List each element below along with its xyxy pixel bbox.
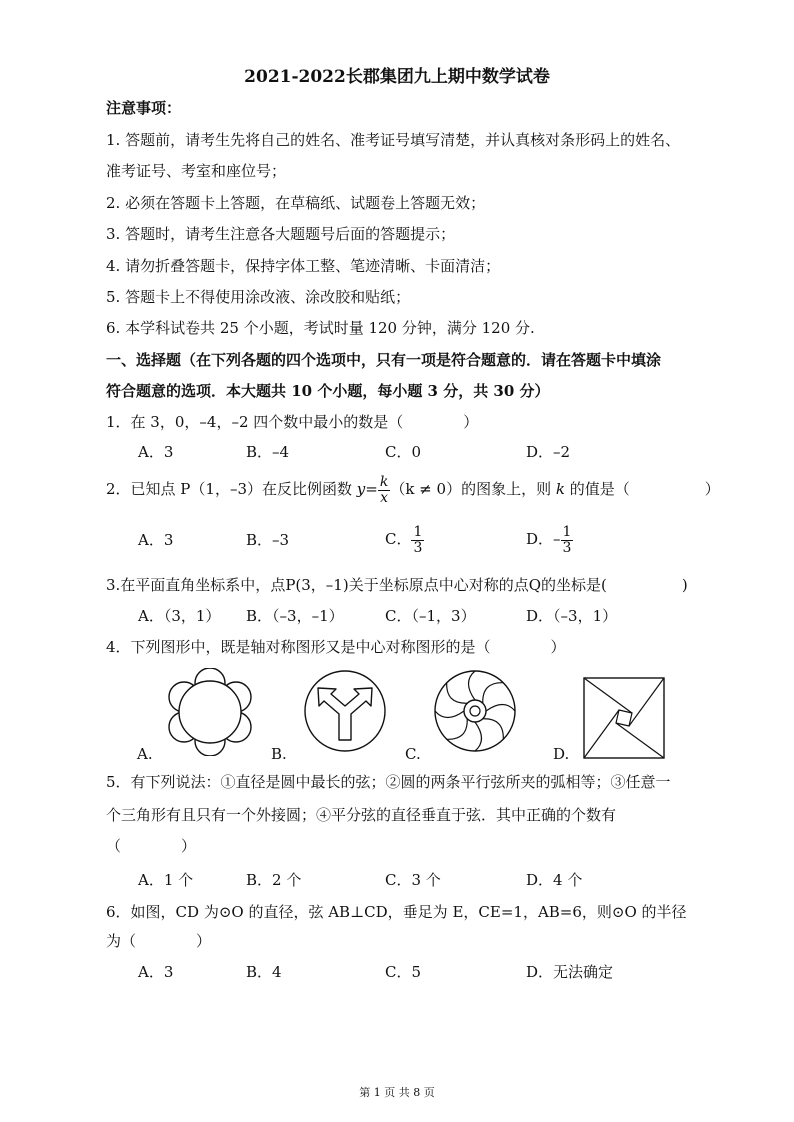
q2-option-d[interactable]	[526, 522, 573, 556]
q2-fraction-num: k	[379, 473, 389, 490]
q2-option-c-fraction	[411, 525, 424, 556]
q3-option-d[interactable]: D．（–3，1）	[526, 607, 618, 625]
q1-option-b[interactable]: B．–4	[246, 443, 290, 461]
square-pinwheel-figure	[582, 676, 668, 762]
section-heading-cont: 符合题意的选项．本大题共 10 个小题，每小题 3 分，共 30 分）	[106, 382, 550, 400]
q2-option-d-label: D．–	[526, 530, 561, 548]
q1-option-d[interactable]: D．–2	[526, 443, 571, 461]
q6-option-a[interactable]: A．3	[138, 963, 174, 981]
q2-option-a[interactable]: A．3	[138, 531, 174, 549]
q2-option-c-label: C．	[385, 530, 412, 548]
q4-stem: 4．下列图形中，既是轴对称图形又是中心对称图形的是（ ）	[106, 638, 566, 656]
q1-option-c[interactable]: C．0	[385, 443, 422, 461]
q2-option-d-den: 3	[562, 539, 572, 556]
q2-option-c-num: 1	[413, 523, 423, 540]
q2-option-d-num: 1	[562, 523, 572, 540]
q5-stem-line2: 个三角形有且只有一个外接圆；④平分弦的直径垂直于弦．其中正确的个数有	[106, 806, 617, 824]
notice-item: 2. 必须在答题卡上答题，在草稿纸、试题卷上答题无效；	[106, 194, 486, 212]
q2-condition: （k ≠ 0）的图象上，则	[390, 480, 552, 498]
notice-item: 1. 答题前，请考生先将自己的姓名、准考证号填写清楚，并认真核对条形码上的姓名、	[106, 131, 681, 149]
q5-option-c[interactable]: C．3 个	[385, 871, 441, 889]
q6-stem-line1: 6．如图，CD 为⊙O 的直径，弦 AB⊥CD，垂足为 E，CE=1，AB=6，则⊙O 的半径	[106, 903, 687, 921]
notice-item: 5. 答题卡上不得使用涂改液、涂改胶和贴纸；	[106, 288, 411, 306]
q3-stem: 3.在平面直角坐标系中，点P(3，–1)关于坐标原点中心对称的点Q的坐标是( )	[106, 576, 688, 594]
q4-label-c[interactable]: C.	[405, 745, 421, 763]
q2-fraction	[378, 475, 390, 506]
q3-option-b[interactable]: B．（–3，–1）	[246, 607, 344, 625]
flower-figure	[165, 668, 255, 756]
notice-item: 4. 请勿折叠答题卡，保持字体工整、笔迹清晰、卡面清洁；	[106, 257, 501, 275]
q4-label-b[interactable]: B.	[271, 745, 287, 763]
arrow-circle-figure	[302, 668, 388, 754]
q2-var-y: y	[356, 480, 366, 498]
q2-option-b[interactable]: B．–3	[246, 531, 290, 549]
q4-label-d[interactable]: D.	[553, 745, 570, 763]
q2-stem-text: 2．已知点 P（1，–3）在反比例函数	[106, 480, 352, 498]
q2-option-d-fraction	[561, 525, 574, 556]
notice-item: 6. 本学科试卷共 25 个小题，考试时量 120 分钟，满分 120 分.	[106, 319, 535, 337]
q1-stem: 1．在 3，0，–4，–2 四个数中最小的数是（ ）	[106, 413, 479, 431]
q6-stem-line2: 为（ ）	[106, 932, 212, 950]
q5-option-d[interactable]: D．4 个	[526, 871, 583, 889]
q5-stem-line3: （ ）	[106, 837, 197, 855]
q4-label-a[interactable]: A.	[137, 745, 153, 763]
notice-heading: 注意事项：	[106, 99, 182, 117]
q5-stem-line1: 5．有下列说法：①直径是圆中最长的弦；②圆的两条平行弦所夹的弧相等；③任意一	[106, 773, 671, 791]
q2-option-c[interactable]	[385, 522, 424, 556]
exam-title: 2021-2022长郡集团九上期中数学试卷	[244, 67, 550, 87]
q2-option-c-den: 3	[413, 539, 423, 556]
q6-option-d[interactable]: D．无法确定	[526, 963, 614, 981]
q2-var-k: k	[555, 480, 565, 498]
q6-option-c[interactable]: C．5	[385, 963, 422, 981]
q2-equals: =	[365, 480, 378, 498]
q2-stem	[106, 472, 720, 506]
q2-fraction-den: x	[380, 489, 389, 506]
notice-item: 准考证号、考室和座位号；	[106, 162, 287, 180]
q3-option-c[interactable]: C．（–1，3）	[385, 607, 476, 625]
q5-option-a[interactable]: A．1 个	[138, 871, 194, 889]
q2-stem-tail: 的值是（ ）	[569, 480, 720, 498]
section-heading: 一、选择题（在下列各题的四个选项中，只有一项是符合题意的．请在答题卡中填涂	[106, 351, 662, 369]
swirl-circle-figure	[432, 668, 518, 754]
q5-option-b[interactable]: B．2 个	[246, 871, 302, 889]
q3-option-a[interactable]: A．（3，1）	[138, 607, 221, 625]
q1-option-a[interactable]: A．3	[138, 443, 174, 461]
q6-option-b[interactable]: B．4	[246, 963, 282, 981]
page-footer: 第 1 页 共 8 页	[359, 1086, 435, 1099]
notice-item: 3. 答题时，请考生注意各大题题号后面的答题提示；	[106, 225, 456, 243]
